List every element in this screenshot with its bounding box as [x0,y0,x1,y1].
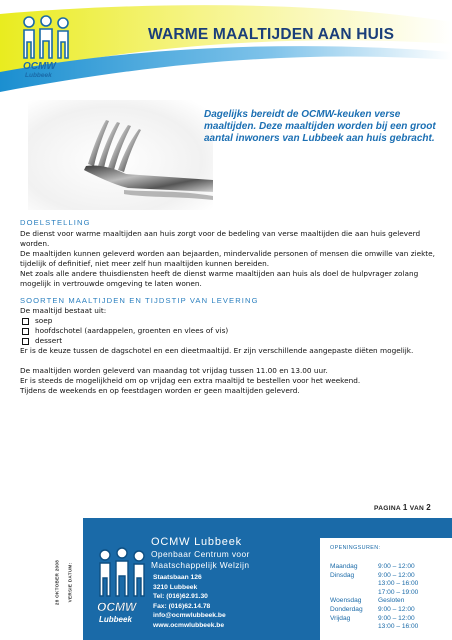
list-item-label: dessert [35,336,63,345]
email-link[interactable]: info@ocmwlubbeek.be [153,612,226,620]
opening-hours-table [330,563,418,632]
soorten-paragraph: De maaltijden worden geleverd van maandag tot vrijdag tussen 11.00 en 13.00 uur. [20,366,328,375]
hours-time: 9:00 – 12:00 [378,605,415,613]
hours-day [330,580,378,589]
hours-row [330,606,418,615]
version-label: VERSIE DATUM: [67,562,73,603]
soorten-paragraph: Er is steeds de mogelijkheid om op vrijdag een extra maaltijd te bestellen voor het weekend. [20,376,361,385]
soorten-paragraph: Tijdens de weekends en op feestdagen worden er geen maaltijden geleverd. [20,386,300,395]
logo-footer-text: OCMW [97,600,137,614]
logo-subtext: Lubbeek [25,72,52,79]
address-line: 3210 Lubbeek [153,583,198,591]
soorten-choice: Er is de keuze tussen de dagschotel en een dieetmaaltijd. Er zijn verschillende aangepaste diëten mogelijk. [20,346,414,355]
logo-footer-subtext: Lubbeek [99,615,132,624]
doelstelling-paragraph: De dienst voor warme maaltijden aan huis zorgt voor de bedeling van verse maaltijden die aan huis geleverd worden. [20,229,421,248]
section-title-soorten [20,296,259,305]
phone: Tel: (016)62.91.30 [153,593,208,601]
hours-time: Gesloten [378,597,405,605]
hours-row [330,572,418,581]
version-date: 28 OKTOBER 2008 [54,559,60,606]
doelstelling-paragraph: De maaltijden kunnen geleverd worden aan bejaarden, mindervalide personen of mensen die omwille van ziekte, tijdelijk of definitief, niet meer zelf hun maaltijden kunnen bereiden. [20,249,435,268]
page-title: WARME MAALTIJDEN AAN HUIS [148,26,395,43]
website-link[interactable]: www.ocmwlubbeek.be [153,621,225,629]
hours-time: 9:00 – 12:00 [378,563,415,570]
soorten-intro: De maaltijd bestaat uit: [20,306,107,315]
footer-address [153,573,226,631]
logo-text: OCMW [23,61,56,72]
footer-sub-line: Maatschappelijk Welzijn [151,559,250,570]
hours-day [330,623,378,632]
page-sep: VAN [409,505,425,512]
hours-day: Vrijdag [330,614,351,622]
footer-org-description [151,549,250,570]
fax: Fax: (016)62.14.78 [153,602,211,610]
hours-day [330,589,378,598]
ocmw-logo-footer [95,546,151,632]
hours-row [330,589,418,598]
footer-org-name: OCMW Lubbeek [151,536,242,548]
list-item-label: soep [35,316,53,325]
hours-day: Woensdag [330,597,362,605]
section-title-doelstelling [20,218,91,227]
list-item [20,336,435,346]
intro-text: Dagelijks bereidt de OCMW-keuken verse maaltijden. Deze maaltijden worden bij een groot aantal inwoners van Lubbeek aan huis gebracht. [204,109,436,145]
hours-title: OPENINGSUREN: [330,545,381,551]
page-total: 2 [426,503,431,512]
page-label: PAGINA [374,505,401,512]
hours-row [330,563,418,572]
address-line: Staatsbaan 126 [153,574,202,581]
checkbox-bullet-icon [22,318,29,325]
hours-time: 9:00 – 12:00 [378,571,415,579]
page-number [374,503,431,512]
hours-day: Maandag [330,563,358,570]
list-item [20,326,435,336]
hours-row [330,597,418,606]
list-item-label: hoofdschotel (aardappelen, groenten en vlees of vis) [35,326,229,335]
doelstelling-paragraph: Net zoals alle andere thuisdiensten heeft de dienst warme maaltijden aan huis als doel de hulpvrager zolang mogelijk in vertrouwde omgeving te laten wonen. [20,269,419,288]
hours-row [330,580,418,589]
hours-time: 9:00 – 12:00 [378,614,415,622]
hours-time: 17:00 – 19:00 [378,588,419,596]
ocmw-logo [20,14,82,80]
hours-row [330,615,418,624]
hours-day: Dinsdag [330,571,355,579]
footer-sub-line: Openbaar Centrum voor [151,549,250,559]
hours-row [330,623,418,632]
hours-day: Donderdag [330,605,363,613]
doelstelling-body [20,229,435,289]
page-current: 1 [402,503,408,512]
hours-time: 13:00 – 16:00 [378,580,419,588]
soorten-body [20,306,435,396]
section-title-text: SOORTEN MAALTIJDEN EN TIJDSTIP VAN LEVERING [20,296,259,305]
checkbox-bullet-icon [22,328,29,335]
section-title-text: DOELSTELLING [20,218,91,227]
hours-time: 13:00 – 16:00 [378,623,419,631]
list-item [20,316,435,326]
fork-photo [28,100,213,210]
checkbox-bullet-icon [22,338,29,345]
